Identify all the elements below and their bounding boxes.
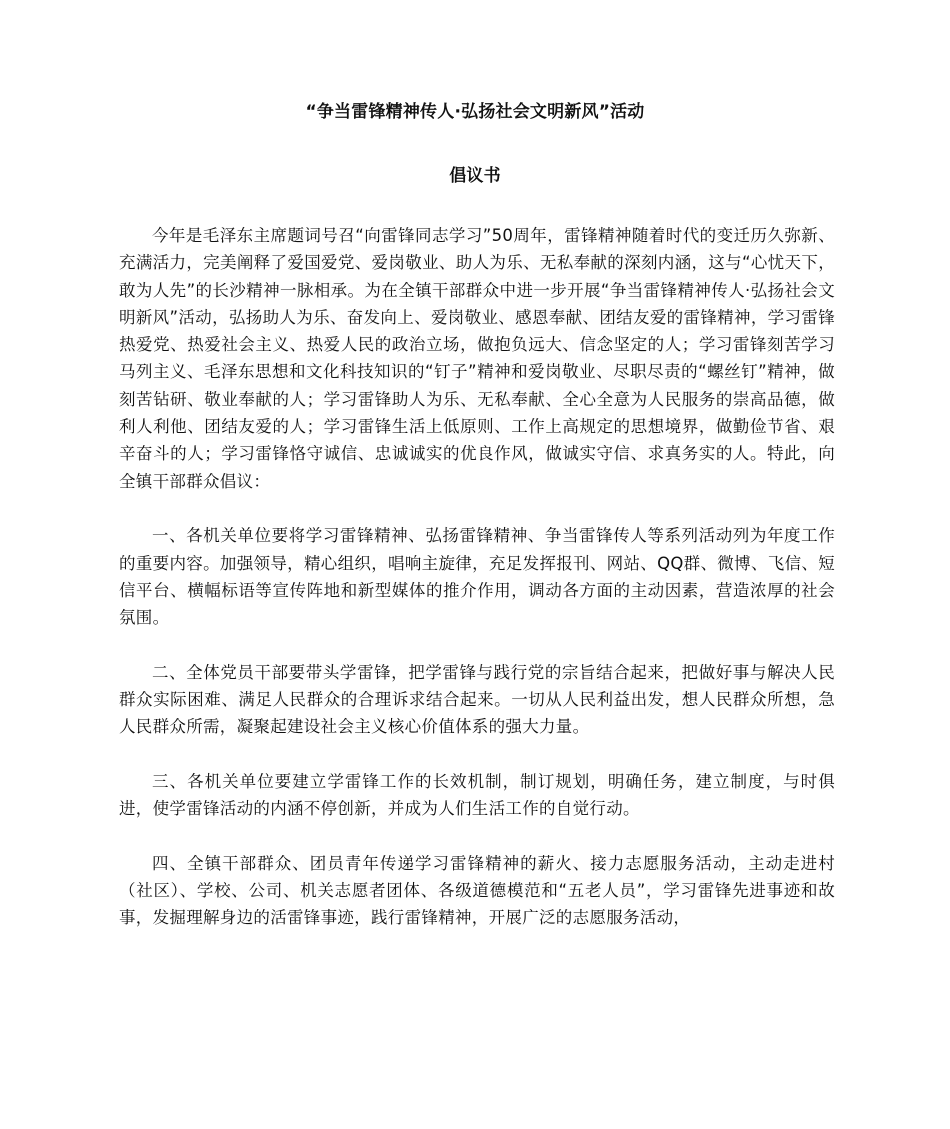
paragraph-spacer: [119, 631, 835, 658]
proposal-paragraph-4: 四、全镇干部群众、团员青年传递学习雷锋精神的薪火、接力志愿服务活动，主动走进村（社区）、学校、公司、机关志愿者团体、各级道德模范和“五老人员”，学习雷锋先进事迹和故事，发掘理解身边的活雷锋事迹，践行雷锋精神，开展广泛的志愿服务活动，: [119, 853, 835, 928]
paragraph-spacer: [119, 823, 835, 850]
document-subtitle: 倡议书: [449, 166, 501, 186]
proposal-paragraph-2: 二、全体党员干部要带头学雷锋，把学雷锋与践行党的宗旨结合起来，把做好事与解决人民群众实际困难、满足人民群众的合理诉求结合起来。一切从人民利益出发，想人民群众所想，急人民群众所需，凝聚起建设社会主义核心价值体系的强大力量。: [119, 662, 835, 737]
document-body: [119, 222, 835, 932]
proposal-paragraph-3: 三、各机关单位要建立学雷锋工作的长效机制，制订规划，明确任务，建立制度，与时俱进，使学雷锋活动的内涵不停创新，并成为人们生活工作的自觉行动。: [119, 771, 835, 819]
paragraph-spacer: [119, 495, 835, 522]
document-title: “争当雷锋精神传人·弘扬社会文明新风”活动: [305, 102, 645, 122]
proposal-paragraph-1: 一、各机关单位要将学习雷锋精神、弘扬雷锋精神、争当雷锋传人等系列活动列为年度工作的重要内容。加强领导，精心组织，唱响主旋律，充足发挥报刊、网站、QQ群、微博、飞信、短信平台、横幅标语等宣传阵地和新型媒体的推介作用，调动各方面的主动因素，营造浓厚的社会氛围。: [119, 526, 835, 628]
paragraph-spacer: [119, 741, 835, 768]
intro-paragraph: 今年是毛泽东主席题词号召“向雷锋同志学习”50周年，雷锋精神随着时代的变迁历久弥新、充满活力，完美阐释了爱国爱党、爱岗敬业、助人为乐、无私奉献的深刻内涵，这与“心忧天下，敢为人先”的长沙精神一脉相承。为在全镇干部群众中进一步开展“争当雷锋精神传人·弘扬社会文明新风”活动，弘扬助人为乐、奋发向上、爱岗敬业、感恩奉献、团结友爱的雷锋精神，学习雷锋热爱党、热爱社会主义、热爱人民的政治立场，做抱负远大、信念坚定的人；学习雷锋刻苦学习马列主义、毛泽东思想和文化科技知识的“钉子”精神和爱岗敬业、尽职尽责的“螺丝钉”精神，做刻苦钻研、敬业奉献的人；学习雷锋助人为乐、无私奉献、全心全意为人民服务的崇高品德，做利人利他、团结友爱的人；学习雷锋生活上低原则、工作上高规定的思想境界，做勤俭节省、艰辛奋斗的人；学习雷锋恪守诚信、忠诚诚实的优良作风，做诚实守信、求真务实的人。特此，向全镇干部群众倡议：: [119, 226, 835, 491]
